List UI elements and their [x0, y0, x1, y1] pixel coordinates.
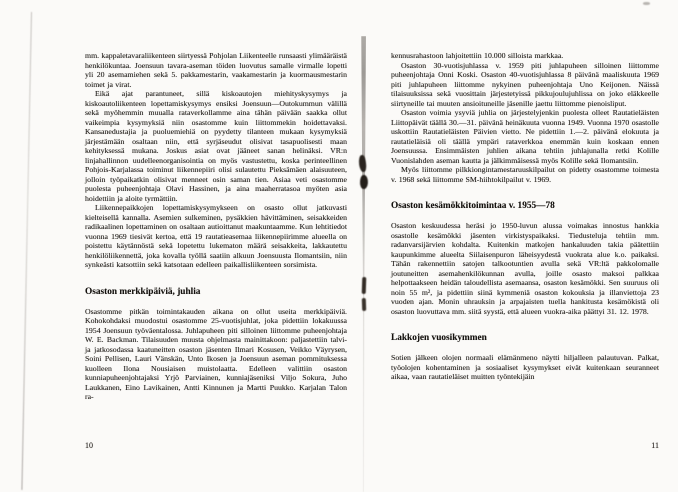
scan-gutter-mark	[358, 155, 367, 173]
right-page-paragraph-3: Osaston voimia ysyviä juhlia on järjestelyjenkin puolesta olleet Rautatieläisten Liittopäivät täällä 30.—31. päivänä heinäkuuta vuonna 1949. Vuonna 1970 osastolle uskottiin Rautatieläisten Päivien vietto. Ne pidettiin 1.—2. päivänä elokuuta ja rautatieläisiä oli täällä ympäri rataverkkoa enemmän kuin koskaan ennen Joensuussa. Ensimmäisten juhlien aikana tehtiin juhlajunalla retki Kolille Vuonislahden aseman kautta ja jälkimmäisessä myös Kolille sekä Ilomantsiin.	[391, 108, 659, 165]
left-page-content	[85, 51, 347, 402]
left-page-heading-4: Osaston merkkipäiviä, juhlia	[85, 286, 201, 297]
scan-corner-mark	[643, 2, 650, 5]
right-page-paragraph-4: Myös liittomme pilkkiongintamestaruuskilpailut on pidetty osastomme toimesta v. 1968 sekä liittomme SM-hiihtokilpailut v. 1969.	[391, 165, 659, 184]
left-page-paragraph-2: Eikä ajat parantuneet, sillä kiskoautojen miehityskysymys ja kiskoautoliikenteen lopettamiskysymys ensiksi Joensuun—Outokummun välillä sekä myöhemmin muualla rataverkollamme aina tähän päivään saakka ollut vaikeimpia kysymyksiä niin osastomme kuin liittommekin hoidettavaksi. Kansanedustajia ja puoluemiehiä on pyydetty tilanteen mukaan kysymyksiä järjestämään osaltaan niin, että syrjäseudut olisivat tasapuolisesti maan kehityksessä mukana. Joskus asiat ovat jääneet sanan helinäksi. VR:n linjahallinnon uudelleenorganisointia on myös vastustettu, koska perinteellinen Pohjois-Karjalassa toiminut liikennepiiri olisi sulautettu Pieksämäen alaisuuteen, jolloin työpaikatkin olisivat menneet osin saman tien. Asiaa veti osastomme puolesta puheenjohtaja Olavi Hassinen, ja aina maaherratasoa myöten asia hoidettiin ja aloite tyrmättiin.	[85, 89, 347, 203]
right-page-number: 11	[651, 441, 659, 450]
right-page-paragraph-2: Osaston 30-vuotisjuhlassa v. 1959 piti juhlapuheen silloinen liittomme puheenjohtaja Onni Koski. Osaston 40-vuotisjuhlassa 8 päivänä maaliskuuta 1969 piti juhlapuheen liittomme nykyinen puheenjohtaja Uno Keijonen. Näissä tilaisuuksissa sekä vuosittain järjestetyissä pikkujoulujuhlissa on joko eläkkeelle siirtyneille tai muuten ansioituneille jäsenille jaettu liittomme pienoisliput.	[391, 60, 659, 108]
scan-gutter-mark	[362, 298, 366, 311]
right-page-paragraph-1: kennusrahastoon lahjoitettiin 10.000 silloista markkaa.	[391, 51, 564, 60]
scan-gutter-mark	[359, 175, 368, 190]
scan-gutter-shadow	[360, 36, 367, 492]
right-page-content	[391, 51, 659, 382]
right-page-heading-7: Lakkojen vuosikymmen	[391, 333, 487, 343]
scan-gutter-mark	[362, 277, 367, 294]
scan-left-edge-line	[21, 12, 32, 490]
left-page-paragraph-3: Liikennepaikkojen lopettamiskysymykseen on osasto ollut jatkuvasti kielteisellä kannalla. Asemien sulkeminen, pysäkkien hävittäminen, seisakkeiden radikaalinen lopettaminen on osaltaan autioittanut maakuntaamme. Kun lehtitiedot vuonna 1969 tiesivät kertoa, että 19 rautatieasemaa liikennepiirimme alueella on poistettu käytännöstä sekä lopetettu lukematon määrä seisakkeita, lakkautettu henkilöliikennettä, joka kovalla työllä saatiin alkuun Joensuusta Ilomantsiin, niin synkeästi katsottiin sekä katsotaan edelleen paikallisliikenteen sorsimista.	[85, 203, 347, 269]
right-page-paragraph-6: Osaston keskuudessa heräsi jo 1950-luvun alussa voimakas innostus hankkia osastolle kesämökki jäsenten virkistyspaikaksi. Tiedusteluja tehtiin mm. radanvarsijärvien kohdalta. Kuitenkin matkojen hankaluuden takia päätettiin kaupunkimme alueelta Siilaisenpuron läheisyydestä vuokrata alue k.o. paikaksi. Tähän rakennettiin satojen talkootuntien avulla sekä VR:ltä pakkolomalle joutuneitten asemahenkilökunnan avulla, joille osasto maksoi palkkaa helpottaakseen heidän taloudellista asemaansa, osaston kesämökki. Sen suuruus oli noin 55 m², ja pidettiin siinä kymmeniä osaston kokouksia ja illanviettoja 23 vuoden ajan. Monin uhrauksin ja arpajaisten tuella hankitusta kesämökistä oli osaston luovuttava mm. siitä syystä, että alueen vuokra-aika päättyi 31. 12. 1978.	[391, 221, 659, 316]
left-page-paragraph-5: Osastomme pitkän toimintakauden aikana on ollut useita merkkipäiviä. Kohokohdaksi muodostui osastomme 25-vuotisjuhlat, joka pidettiin lokakuussa 1954 Joensuun työväentalossa. Juhlapuheen piti silloinen liittomme puheenjohtaja W. E. Backman. Tilaisuuden muusta ohjelmasta mainittakoon: paljastettiin talvi- ja jatkosodassa kaatuneitten osaston jäsenten Ilmari Kosusen, Veikko Väyrysen, Soini Pellisen, Lauri Vänskän, Unto Ikosen ja Joensuun aseman pommituksessa kuolleen Ilona Nousiaisen muistolaatta. Edelleen valittiin osaston kunniapuheenjohtajaksi Yrjö Parviainen, kunniajäseniksi Viljo Sokura, Juho Laukkanen, Eino Lavikainen, Antti Kinnunen ja Martti Puukko. Karjalan Talon ra-	[85, 306, 347, 401]
right-page-heading-5: Osaston kesämökkitoimintaa v. 1955—78	[391, 201, 555, 211]
left-page-paragraph-1: mm. kappaletavaraliikenteen siirtyessä Pohjolan Liikenteelle runsaasti ylimääräistä henkilökuntaa. Joensuun tavara-aseman töiden luovutus samalle virmalle lopetti yli 20 asemamiehen sekä 5. pakkamestarin, vaakamestarin ja kuormausmestarin toimet ja virat.	[85, 51, 347, 89]
right-page-paragraph-8: Sotien jälkeen olojen normaali elämänmeno näytti hiljalleen palautuvan. Palkat, työolojen kohentaminen ja sosiaaliset kysymykset eivät kuitenkaan seuranneet aikaa, vaan rautatieläiset muitten työntekijäin	[391, 353, 659, 381]
left-page-number: 10	[85, 441, 93, 450]
